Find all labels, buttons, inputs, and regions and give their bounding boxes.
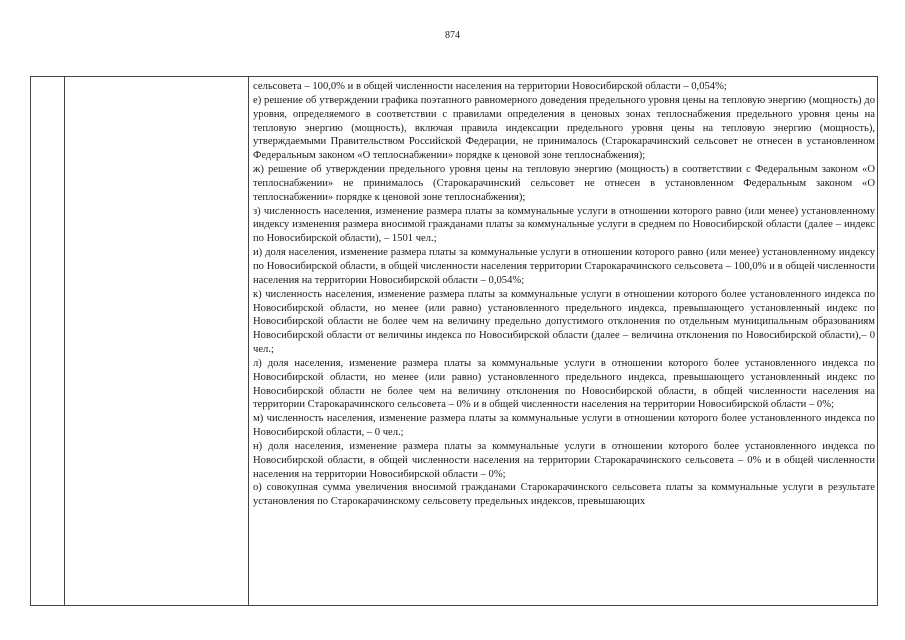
paragraph: н) доля населения, изменение размера платы за коммунальные услуги в отношении которого более установленного индекса по Новосибирской области, в общей численности населения на территории Старокарачинского сельсовета – 0% и в общей численности населения на территории Новосибирской области – 0%; — [253, 440, 875, 480]
column-divider — [64, 77, 65, 605]
paragraph: о) совокупная сумма увеличения вносимой гражданами Старокарачинского сельсовета платы за коммунальные услуги в результате установления по Старокарачинскому сельсовету предельных индексов, превышающих — [253, 482, 875, 508]
document-table — [30, 76, 878, 606]
paragraph: м) численность населения, изменение размера платы за коммунальные услуги в отношении которого более установленного индекса по Новосибирской области, – 0 чел.; — [253, 413, 875, 439]
paragraph: з) численность населения, изменение размера платы за коммунальные услуги в отношении которого равно (или менее) установленному индексу изменения размера вносимой гражданами платы за коммунальные услуги в среднем по Новосибирской области (далее – индекс по Новосибирской области), – 1501 чел.; — [253, 205, 875, 245]
paragraph: л) доля населения, изменение размера платы за коммунальные услуги в отношении которого более установленного индекса по Новосибирской области, но менее (или равно) установленного предельного индекса, превышающего установленный индекс по Новосибирской области не более чем на величину отклонения по Новосибирской области, в общей численности населения на территории Старокарачинского сельсовета – 0% и в общей численности населения на территории Новосибирской области – 0%; — [253, 357, 875, 411]
paragraph: сельсовета – 100,0% и в общей численности населения на территории Новосибирской области – 0,054%; — [253, 81, 727, 92]
page-number: 874 — [445, 30, 460, 41]
column-divider — [248, 77, 249, 605]
paragraph: е) решение об утверждении графика поэтапного равномерного доведения предельного уровня цены на тепловую энергию (мощность) до уровня, определяемого в соответствии с правилами определения в ценовых зонах теплоснабжения предельного уровня цены на тепловую энергию (мощность), включая правила индексации предельного уровня цены на тепловую энергию (мощность), утверждаемыми Правительством Российской Федерации, не принималось (Старокарачинский сельсовет не отнесен в установленном Федеральным законом «О теплоснабжении» порядке к ценовой зоне теплоснабжения); — [253, 94, 875, 162]
paragraph: ж) решение об утверждении предельного уровня цены на тепловую энергию (мощность) в соответствии с Федеральным законом «О теплоснабжении» не принималось (Старокарачинский сельсовет не отнесен в установленном Федеральным законом «О теплоснабжении» порядке к ценовой зоне теплоснабжения); — [253, 164, 875, 203]
table-text-cell — [253, 80, 875, 604]
paragraph: и) доля населения, изменение размера платы за коммунальные услуги в отношении которого равно (или менее) установленному индексу по Новосибирской области, в общей численности населения территории Старокарачинского сельсовета – 100,0% и в общей численности населения на территории Новосибирской области – 0,054%; — [253, 247, 875, 286]
paragraph: к) численность населения, изменение размера платы за коммунальные услуги в отношении которого более установленного индекса по Новосибирской области, но менее (или равно) установленного предельного индекса, превышающего установленный индекс по Новосибирской области не более чем на величину предельно допустимого отклонения по отдельным муниципальным образованиям Новосибирской области от величины индекса по Новосибирской области (далее – величина отклонения по Новосибирской области),– 0 чел.; — [253, 288, 875, 356]
